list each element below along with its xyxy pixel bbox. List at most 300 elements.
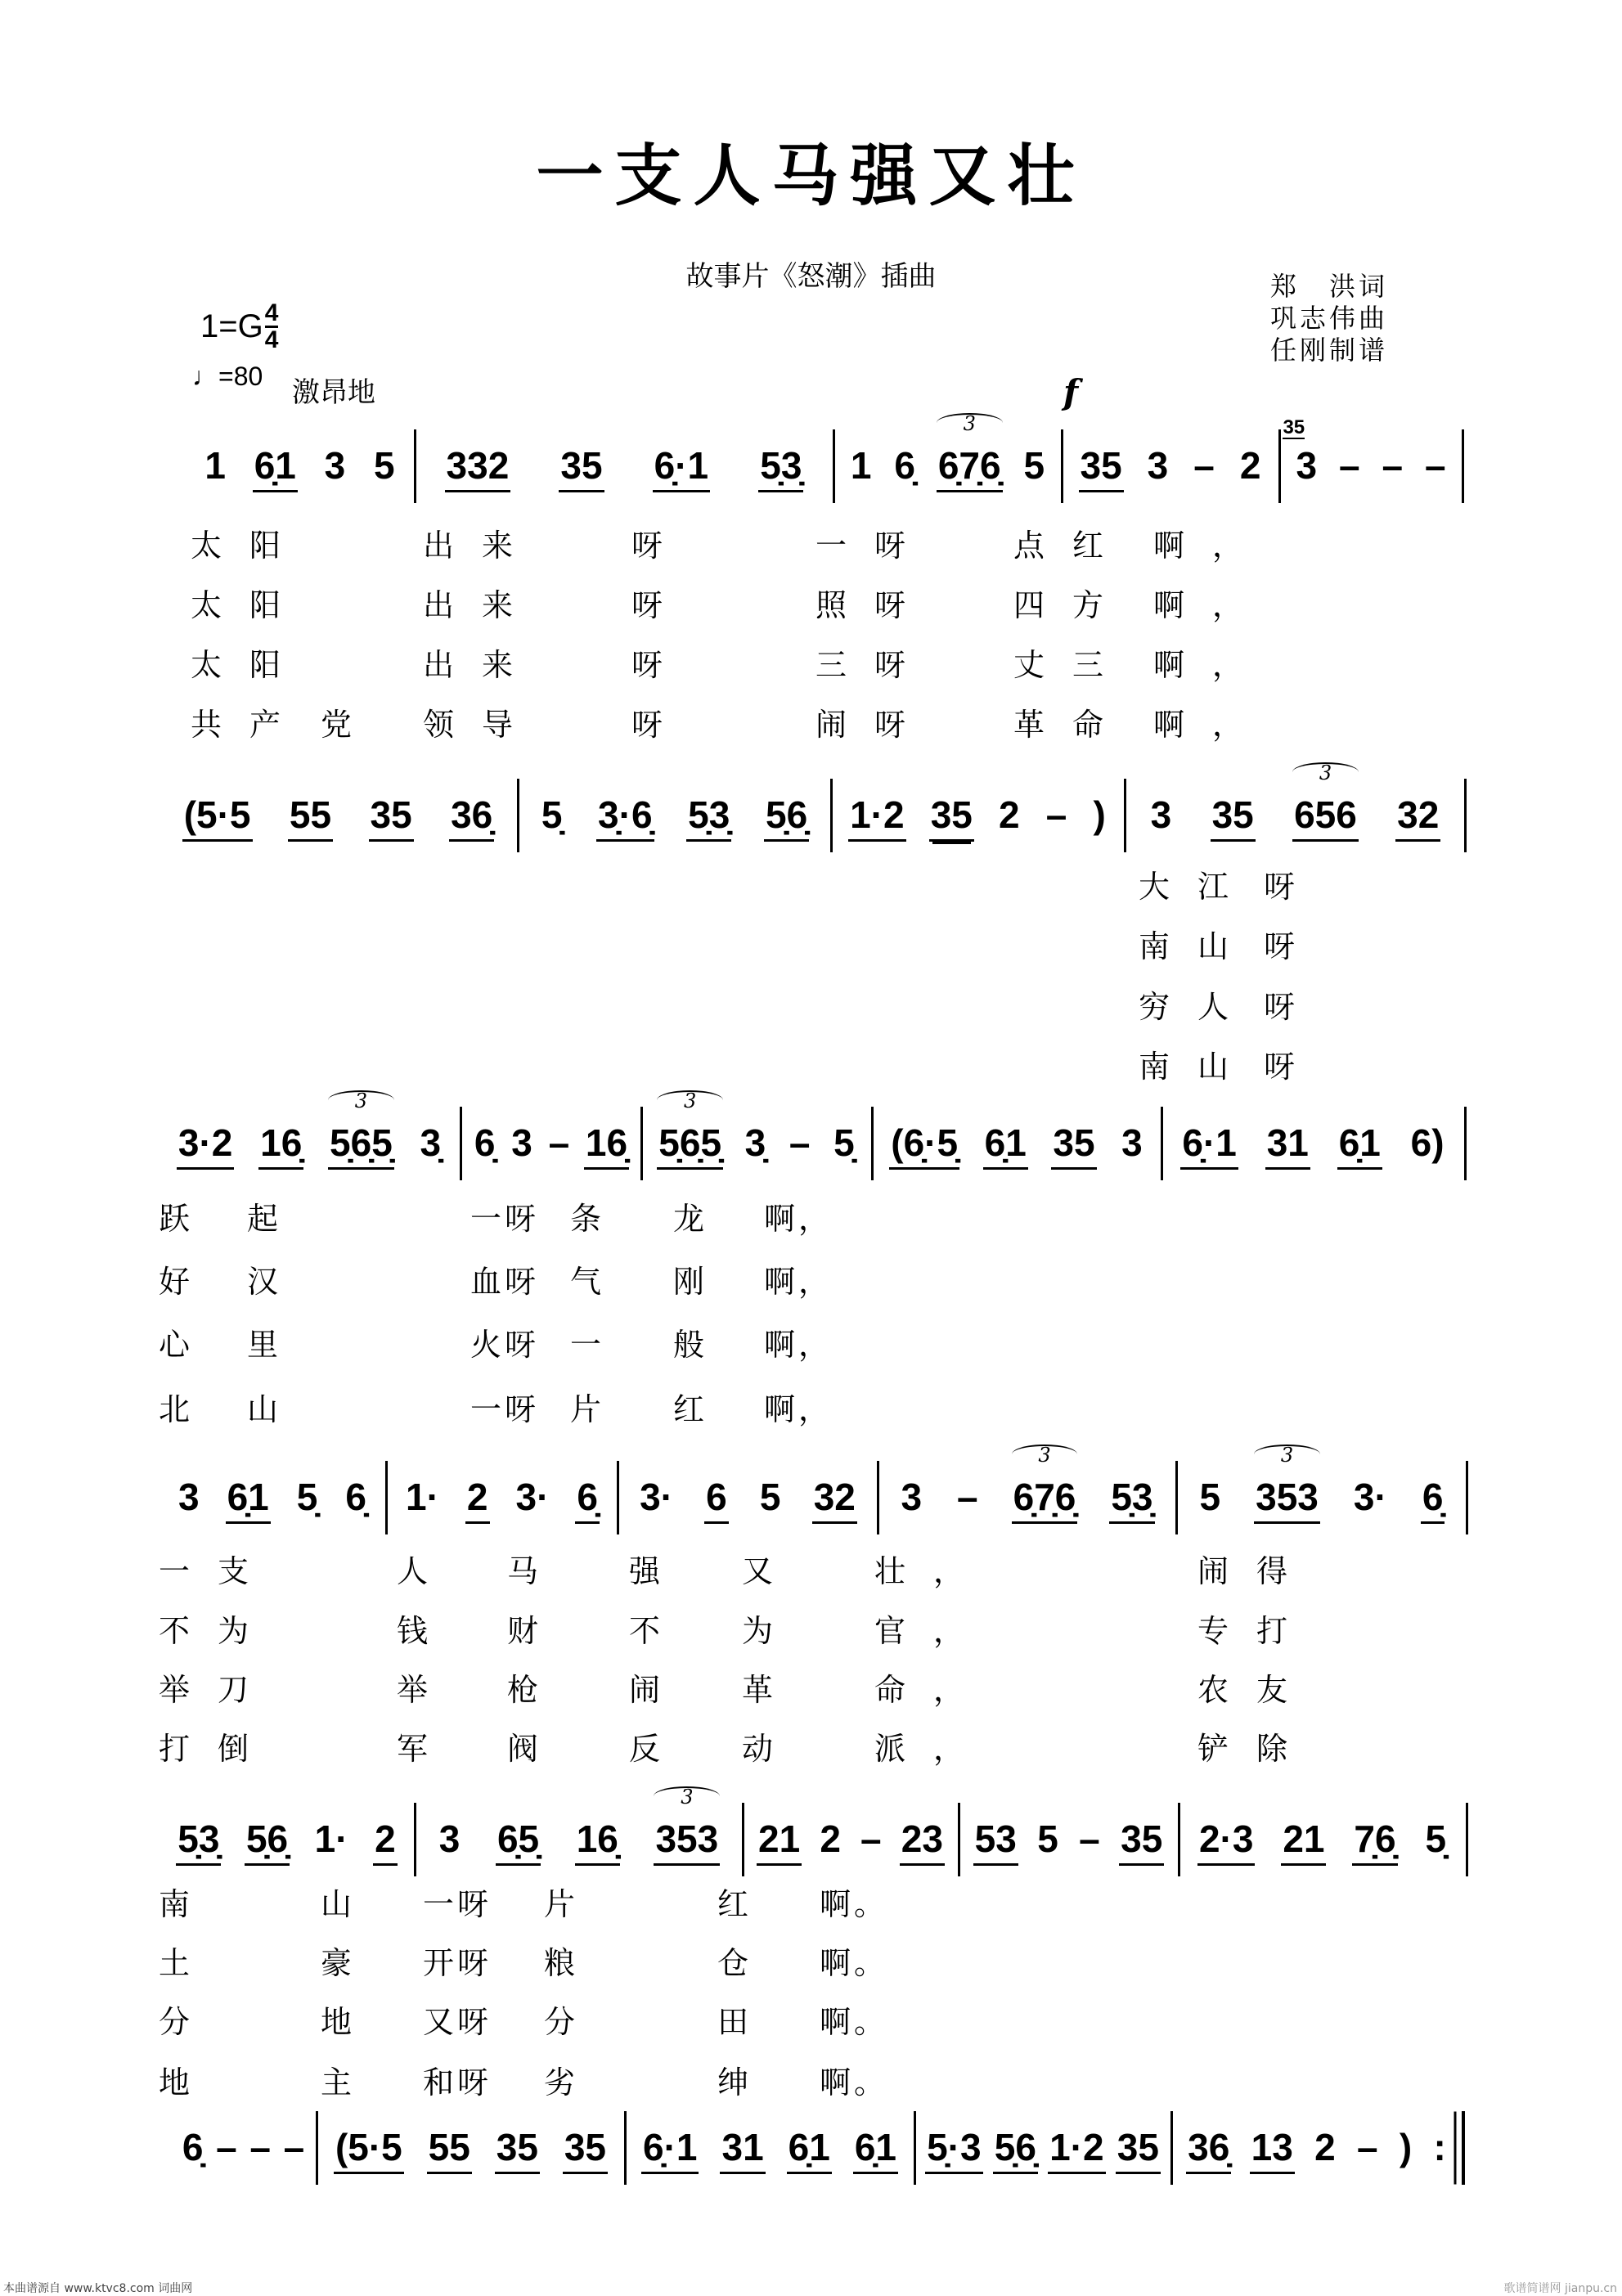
note-group xyxy=(288,790,333,842)
barline xyxy=(1170,2111,1173,2185)
lyric-syllable: 啊， xyxy=(764,1201,833,1237)
note-text: 6̣ xyxy=(1422,1476,1444,1518)
note-text: 3 xyxy=(324,444,346,487)
note-group xyxy=(1337,1118,1382,1170)
note-group xyxy=(983,1118,1028,1170)
note-text: 5 xyxy=(1199,1476,1221,1518)
note-group xyxy=(1149,790,1174,839)
lyric-syllable: 命， xyxy=(874,1672,993,1708)
measure xyxy=(420,1786,737,1876)
note-group xyxy=(818,1814,842,1863)
note-text: 6̣7̣6̣ xyxy=(937,444,1001,487)
note-group xyxy=(596,790,654,842)
note-group xyxy=(1146,441,1170,490)
triplet-mark: 3 xyxy=(1254,1445,1320,1464)
barline xyxy=(830,779,833,852)
measure xyxy=(420,429,828,503)
note-text: 6̣ xyxy=(345,1476,366,1518)
lyric-syllable: 壮， xyxy=(874,1553,993,1589)
note-group xyxy=(295,1472,320,1521)
final-repeat-barline xyxy=(1462,2111,1465,2185)
lyric-syllable: 穷人 xyxy=(1139,989,1257,1025)
lyric-syllable: 豪 xyxy=(321,1945,356,1981)
note-group xyxy=(1380,441,1404,490)
measure xyxy=(191,429,409,503)
note-text: 3 xyxy=(1121,1121,1143,1164)
note-group xyxy=(1395,790,1440,842)
barline xyxy=(1466,1803,1468,1876)
measure xyxy=(748,1803,953,1876)
note-text: 3 xyxy=(901,1476,923,1518)
note-group xyxy=(1048,2123,1105,2174)
note-text: 2 xyxy=(466,1476,488,1518)
lyric-syllable: 照呀 xyxy=(815,587,934,623)
note-group xyxy=(1119,1814,1164,1866)
lyric-syllable: 片 xyxy=(570,1391,605,1427)
note-group xyxy=(1197,1814,1255,1866)
lyric-syllable: 领导 xyxy=(423,707,541,743)
composer-credit: 巩志伟曲 xyxy=(1270,303,1389,334)
note-text: 6̣5̣ xyxy=(496,1817,540,1860)
note-text: 5̣ xyxy=(541,793,563,836)
lyric-syllable: 打倒 xyxy=(159,1731,277,1767)
lyric-syllable: 农友 xyxy=(1197,1672,1316,1708)
note-group xyxy=(1352,1814,1397,1866)
note-group xyxy=(744,1118,768,1167)
note-group xyxy=(258,1118,303,1170)
barline xyxy=(1466,1461,1468,1534)
note-group xyxy=(1051,1118,1096,1170)
measure xyxy=(883,1444,1170,1534)
note-group xyxy=(1186,2123,1231,2174)
measure xyxy=(647,1090,866,1180)
note-text: (6̣·5̣ xyxy=(891,1121,959,1164)
note-text: 2 xyxy=(820,1817,841,1860)
barline xyxy=(742,1803,744,1876)
note-group xyxy=(419,1118,443,1167)
lyric-syllable: 一支 xyxy=(159,1553,277,1589)
measure xyxy=(1130,762,1459,852)
note-text: 5̣3̣ xyxy=(760,444,802,487)
note-group xyxy=(313,1814,350,1863)
lyric-syllable: 人 xyxy=(397,1553,456,1589)
note-text: 5̣3̣ xyxy=(1111,1476,1153,1518)
note-text: 6̣1 xyxy=(854,2126,896,2168)
note-text: 2 xyxy=(375,1817,396,1860)
note-text: 3 xyxy=(1147,444,1169,487)
note-group xyxy=(438,1814,462,1863)
note-text: 6̣7̣6̣ xyxy=(1013,1476,1076,1518)
lyric-syllable: 仓 xyxy=(717,1945,753,1981)
note-group xyxy=(758,1472,783,1521)
note-text: – xyxy=(249,2126,271,2168)
note-group xyxy=(892,441,917,490)
note-group xyxy=(449,790,494,842)
note-group xyxy=(1423,1814,1448,1863)
note-group xyxy=(584,1118,629,1170)
lyric-syllable: 三呀 xyxy=(815,647,934,683)
note-text: 5 xyxy=(1023,444,1045,487)
lyric-syllable: 革命 xyxy=(1013,707,1132,743)
time-bottom: 4 xyxy=(264,326,279,353)
note-group xyxy=(764,790,809,842)
note-group xyxy=(575,1472,600,1524)
barline xyxy=(958,1803,960,1876)
lyric-syllable: 般 xyxy=(673,1327,708,1363)
note-text: 6̣·1 xyxy=(1182,1121,1237,1164)
note-group xyxy=(889,1118,959,1170)
barline xyxy=(640,1107,643,1180)
time-top: 4 xyxy=(264,299,279,326)
triplet-mark: 3 xyxy=(328,1090,394,1110)
barline xyxy=(914,2111,916,2185)
barline xyxy=(871,1107,874,1180)
tempo-marking: ♩=80 xyxy=(192,362,263,391)
lyric-syllable: 主 xyxy=(321,2065,356,2101)
note-text: 35 xyxy=(370,793,412,836)
note-group xyxy=(1079,441,1124,492)
lyric-syllable: 出来 xyxy=(423,587,541,623)
note-group xyxy=(1292,762,1359,842)
note-text: 2 xyxy=(999,793,1020,836)
lyric-syllable: 呀 xyxy=(631,707,691,743)
note-group xyxy=(445,441,511,492)
note-text: 3· xyxy=(515,1476,550,1518)
note-text: 21 xyxy=(758,1817,801,1860)
barline xyxy=(877,1461,879,1534)
note-text: 16̣ xyxy=(576,1817,618,1860)
lyric-syllable: 血呀 xyxy=(470,1264,540,1300)
note-text: 656 xyxy=(1294,793,1357,836)
note-group xyxy=(900,1814,945,1866)
note-group xyxy=(177,1472,201,1521)
note-text: 6̣1 xyxy=(254,444,296,487)
barline xyxy=(1278,429,1281,503)
note-text: 35 xyxy=(560,444,603,487)
note-text: 6̣·1 xyxy=(654,444,709,487)
note-text: 5̣6̣ xyxy=(765,793,808,836)
lyric-syllable: 山 xyxy=(247,1391,282,1427)
lyric-syllable: 火呀 xyxy=(470,1327,540,1363)
note-text: 16̣ xyxy=(585,1121,628,1164)
note-group xyxy=(758,441,803,492)
note-text: 1 xyxy=(850,444,872,487)
note-text: 6̣ xyxy=(894,444,915,487)
song-title: 一支人马强又壮 xyxy=(536,137,1086,215)
staff-row xyxy=(0,1090,1622,1180)
note-text: 3· xyxy=(640,1476,673,1518)
lyric-syllable: 呀 xyxy=(1264,989,1323,1025)
lyric-syllable: 气 xyxy=(570,1264,605,1300)
barline xyxy=(1178,1803,1180,1876)
note-group xyxy=(404,1472,441,1521)
note-group xyxy=(510,1118,534,1167)
note-text: 31 xyxy=(1266,1121,1309,1164)
note-text: 2 xyxy=(1314,2126,1336,2168)
note-group xyxy=(1109,1472,1154,1524)
note-group xyxy=(899,1472,923,1521)
lyric-syllable: 片 xyxy=(544,1886,579,1922)
lyric-syllable: 好 xyxy=(159,1264,194,1300)
note-text: 6) xyxy=(1410,1121,1445,1164)
measure xyxy=(176,2111,311,2185)
note-group xyxy=(832,1118,856,1167)
lyric-syllable: 铲除 xyxy=(1197,1731,1316,1767)
measure xyxy=(164,1803,409,1876)
note-group xyxy=(657,1090,723,1170)
note-text: – xyxy=(216,2126,237,2168)
lyric-syllable: 闹得 xyxy=(1197,1553,1316,1589)
lyric-syllable: 呀 xyxy=(631,587,691,623)
note-group xyxy=(328,1090,394,1170)
note-group xyxy=(1077,1814,1102,1863)
note-group xyxy=(1250,2123,1295,2174)
note-text: 35 xyxy=(1117,2126,1159,2168)
lyric-syllable: 呀 xyxy=(1264,869,1323,905)
barline xyxy=(1464,1107,1467,1180)
note-text: 1·2 xyxy=(850,793,905,836)
note-group xyxy=(955,1472,980,1521)
note-text: 353 xyxy=(1256,1476,1319,1518)
lyric-syllable: 啊， xyxy=(1153,647,1272,683)
measure xyxy=(164,1461,380,1534)
note-group xyxy=(495,2123,540,2174)
barline xyxy=(833,429,835,503)
note-group xyxy=(859,1814,883,1863)
note-group xyxy=(997,790,1022,839)
lyric-syllable: 啊。 xyxy=(820,1945,889,1981)
note-group xyxy=(1337,441,1362,490)
note-text: 55 xyxy=(289,793,332,836)
lyric-syllable: 啊， xyxy=(764,1327,833,1363)
note-text: 5 xyxy=(373,444,395,487)
note-text: 6̣ xyxy=(182,2126,204,2168)
note-text: (5·5 xyxy=(335,2126,402,2168)
note-group xyxy=(1211,790,1256,842)
note-text: 1· xyxy=(314,1817,348,1860)
lyric-syllable: 里 xyxy=(247,1327,282,1363)
barline xyxy=(460,1107,462,1180)
note-group xyxy=(1012,1444,1078,1524)
lyric-syllable: 马 xyxy=(507,1553,567,1589)
lyric-syllable: 枪 xyxy=(507,1672,567,1708)
lyric-syllable: 四方 xyxy=(1013,587,1132,623)
lyric-syllable: 又呀 xyxy=(423,2004,492,2040)
lyric-syllable: 田 xyxy=(717,2004,753,2040)
note-group xyxy=(849,441,874,490)
lyric-syllable: 跃 xyxy=(159,1201,194,1237)
lyric-syllable: 红 xyxy=(717,1886,753,1922)
lyric-syllable: 又 xyxy=(742,1553,802,1589)
barline xyxy=(414,429,416,503)
measure xyxy=(623,1461,872,1534)
note-text: – xyxy=(1338,444,1360,487)
lyric-syllable: 为 xyxy=(742,1613,802,1649)
lyric-syllable: 太阳 xyxy=(191,647,309,683)
lyric-syllable: 绅 xyxy=(717,2065,753,2101)
note-text: 5̣·3 xyxy=(927,2126,982,2168)
note-group xyxy=(1192,441,1216,490)
measure xyxy=(1283,416,1457,503)
staff-row xyxy=(0,1444,1622,1534)
note-group xyxy=(720,2123,765,2174)
measure xyxy=(523,779,825,852)
lyric-syllable: 啊。 xyxy=(820,1886,889,1922)
measure xyxy=(878,1107,1156,1180)
lyric-syllable: 一呀 xyxy=(815,528,934,564)
note-group xyxy=(575,1814,620,1866)
note-text: 3·2 xyxy=(177,1121,233,1164)
note-group xyxy=(1423,441,1448,490)
note-text: 36̣ xyxy=(451,793,493,836)
lyric-syllable: 反 xyxy=(629,1731,689,1767)
note-group xyxy=(1180,1118,1238,1170)
lyric-syllable: 分 xyxy=(159,2004,194,2040)
triplet-mark: 3 xyxy=(657,1090,723,1110)
lyric-syllable: 地 xyxy=(321,2004,356,2040)
lyric-syllable: 一 xyxy=(570,1327,605,1363)
note-group xyxy=(563,2123,608,2174)
note-text: – xyxy=(283,2126,305,2168)
lyric-syllable: 劣 xyxy=(544,2065,579,2101)
barline xyxy=(385,1461,388,1534)
note-group xyxy=(181,2123,205,2172)
note-group xyxy=(1116,2123,1161,2174)
note-text: 31 xyxy=(721,2126,764,2168)
note-group xyxy=(925,2123,982,2174)
note-group xyxy=(848,790,905,842)
note-group xyxy=(653,441,710,492)
measure xyxy=(631,2111,909,2185)
note-group xyxy=(1238,441,1263,490)
note-group xyxy=(1045,790,1069,839)
lyric-syllable: 山 xyxy=(321,1886,356,1922)
note-group xyxy=(812,1472,857,1524)
note-text: 5̣ xyxy=(1425,1817,1447,1860)
lyric-syllable: 专打 xyxy=(1197,1613,1316,1649)
lyric-syllable: 共产 xyxy=(191,707,309,743)
lyric-syllable: 闹 xyxy=(629,1672,689,1708)
lyric-syllable: 阀 xyxy=(507,1731,567,1767)
note-group xyxy=(547,1118,572,1167)
note-text: 5 xyxy=(1037,1817,1058,1860)
lyric-syllable: 钱 xyxy=(397,1613,456,1649)
note-text: – xyxy=(1382,444,1404,487)
note-text: 21 xyxy=(1283,1817,1325,1860)
note-text: 5̣ xyxy=(833,1121,855,1164)
lyric-syllable: 党 xyxy=(321,707,380,743)
lyric-syllable: 举 xyxy=(397,1672,456,1708)
note-group xyxy=(334,2123,404,2174)
note-text: 3 xyxy=(1296,444,1318,487)
staff-row xyxy=(0,1786,1622,1876)
note-text: 3 xyxy=(511,1121,532,1164)
dynamic-marking: f xyxy=(1063,372,1079,412)
note-text: 35 xyxy=(1053,1121,1095,1164)
note-text: 332 xyxy=(446,444,510,487)
note-group xyxy=(344,1472,368,1521)
measure xyxy=(1182,1444,1461,1534)
lyric-syllable: 呀 xyxy=(631,647,691,683)
note-text: 36̣ xyxy=(1188,2126,1230,2168)
measure xyxy=(466,1107,636,1180)
note-text: 35 xyxy=(1211,793,1254,836)
lyric-syllable: 不 xyxy=(629,1613,689,1649)
note-group xyxy=(177,1118,234,1170)
note-text: 5̣6̣5̣ xyxy=(658,1121,722,1164)
measure xyxy=(1184,1803,1461,1876)
lyric-syllable: 开呀 xyxy=(423,1945,492,1981)
lyric-syllable: 闹呀 xyxy=(815,707,934,743)
lyric-syllable: 南山 xyxy=(1139,1049,1257,1085)
lyric-syllable: 土 xyxy=(159,1945,194,1981)
note-group xyxy=(1036,1814,1060,1863)
note-group xyxy=(245,1814,290,1866)
lyric-syllable: 南 xyxy=(159,1886,194,1922)
note-text: 3 xyxy=(438,1817,461,1860)
note-text: 35 xyxy=(564,2126,606,2168)
grace-notes: 35 xyxy=(1283,416,1305,438)
note-group xyxy=(496,1814,541,1866)
note-group xyxy=(1265,1118,1310,1170)
note-group xyxy=(704,1472,729,1524)
note-text: 5̣ xyxy=(296,1476,318,1518)
subtitle: 故事片《怒潮》插曲 xyxy=(685,260,937,293)
lyric-syllable: 心 xyxy=(159,1327,194,1363)
note-group xyxy=(638,1472,675,1521)
lyric-syllable: 分 xyxy=(544,2004,579,2040)
note-group xyxy=(369,790,414,842)
lyric-syllable: 呀 xyxy=(1264,1049,1323,1085)
lyricist-credit: 郑 洪词 xyxy=(1270,271,1389,302)
note-text: 2 xyxy=(1239,444,1261,487)
lyric-syllable: 不为 xyxy=(159,1613,277,1649)
barline xyxy=(1464,779,1467,852)
note-text: 6̣ xyxy=(577,1476,598,1518)
lyric-syllable: 刚 xyxy=(673,1264,708,1300)
note-group xyxy=(1283,416,1319,490)
note-text: 3· xyxy=(1353,1476,1387,1518)
note-group xyxy=(514,1472,551,1521)
note-group xyxy=(1398,2123,1413,2172)
note-group xyxy=(929,790,974,842)
note-text: 53 xyxy=(974,1817,1017,1860)
measure xyxy=(1167,1107,1459,1180)
note-text: – xyxy=(957,1476,978,1518)
arranger-credit: 任刚制谱 xyxy=(1270,335,1389,366)
note-group xyxy=(937,412,1003,492)
note-group xyxy=(1120,1118,1144,1167)
note-text: 5 xyxy=(759,1476,781,1518)
lyric-syllable: 啊。 xyxy=(820,2004,889,2040)
note-group xyxy=(641,2123,699,2174)
note-text: 5̣6̣ xyxy=(245,1817,289,1860)
lyric-syllable: 点红 xyxy=(1013,528,1132,564)
lyric-syllable: 地 xyxy=(159,2065,194,2101)
lyric-syllable: 一呀 xyxy=(470,1391,540,1427)
note-group xyxy=(226,1472,271,1524)
measure xyxy=(1067,429,1274,503)
note-group xyxy=(203,441,227,490)
barline xyxy=(624,2111,627,2185)
staff-row xyxy=(0,2111,1622,2185)
note-group xyxy=(787,2123,832,2174)
measure xyxy=(839,412,1056,503)
note-group xyxy=(248,2123,272,2172)
note-text: 35 xyxy=(1080,444,1122,487)
note-group xyxy=(182,790,253,842)
measure xyxy=(164,779,512,852)
